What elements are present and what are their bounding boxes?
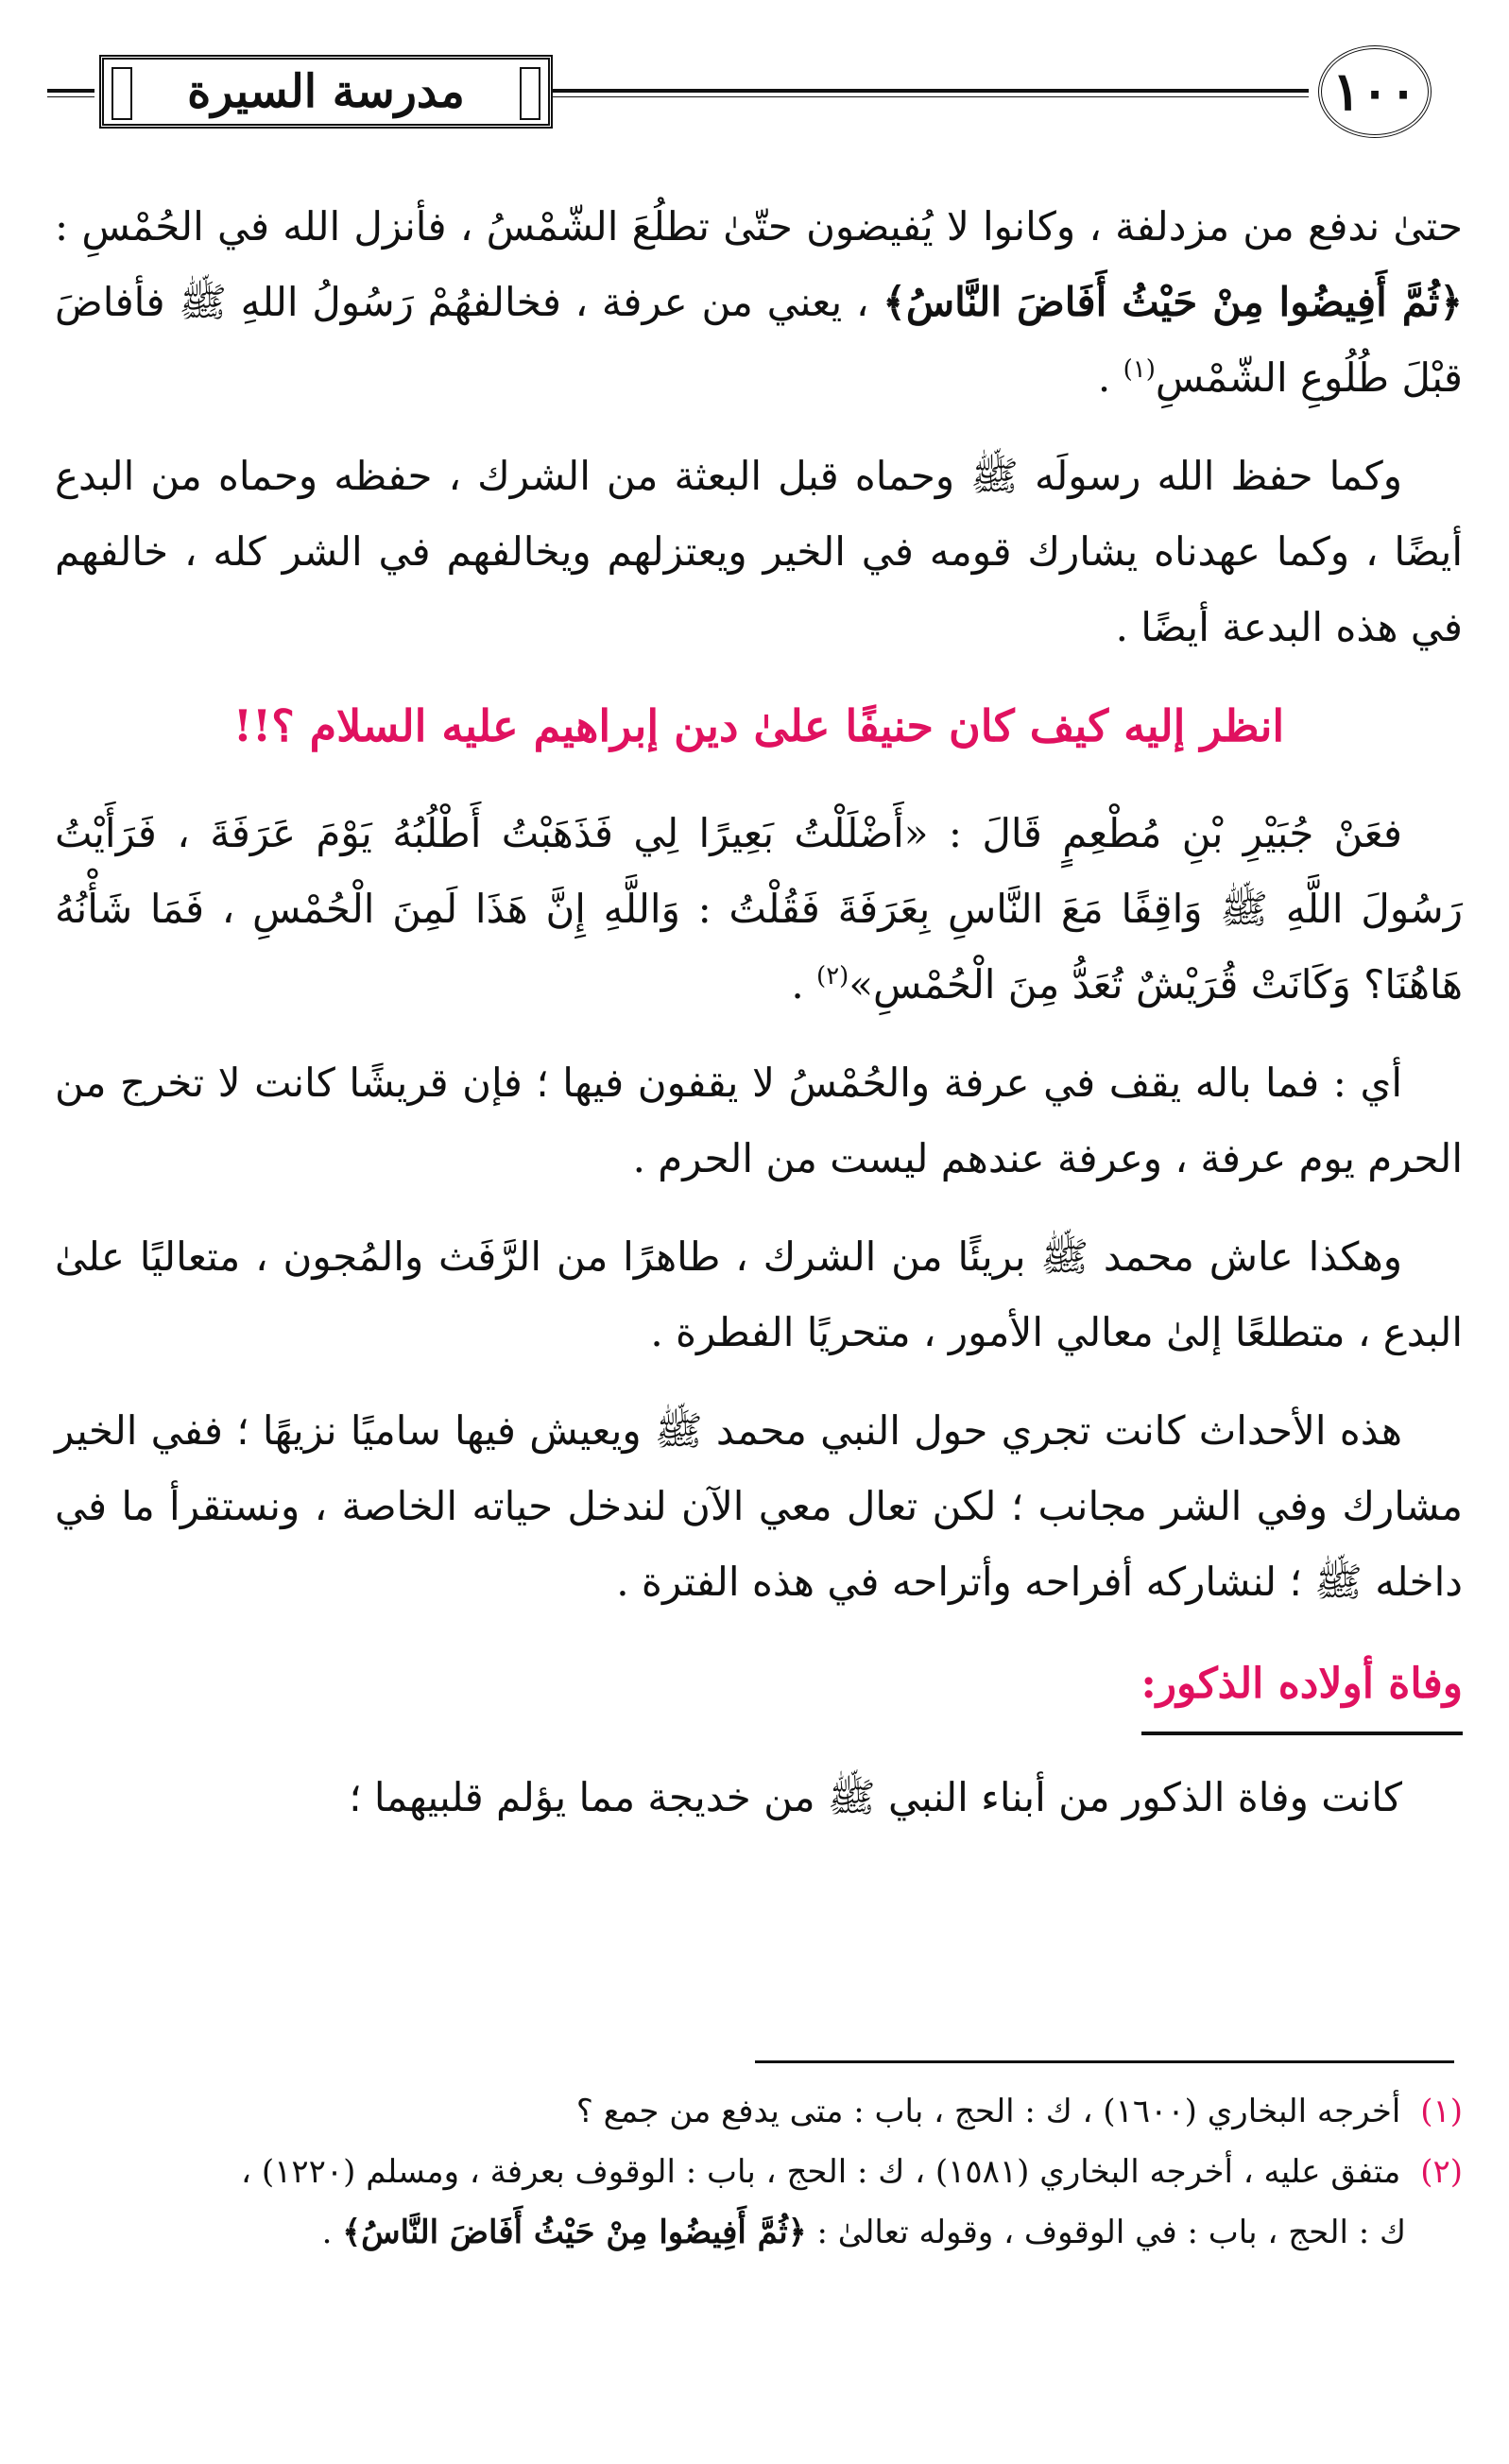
footnote-2-end: .	[321, 2214, 333, 2251]
footnote-2-quran: ﴿ثُمَّ أَفِيضُوا مِنْ حَيْثُ أَفَاضَ النَّاسُ﴾	[342, 2214, 807, 2251]
footnote-1	[55, 2084, 1463, 2139]
page-body	[55, 189, 1463, 1858]
subsection-heading: وفاة أولاده الذكور:	[1141, 1646, 1463, 1735]
footnote-2-number: (٢)	[1420, 2153, 1463, 2191]
book-title: مدرسة السيرة	[99, 55, 553, 129]
footnote-2-text: متفق عليه ، أخرجه البخاري (١٥٨١) ، ك : الحج ، باب : الوقوف بعرفة ، ومسلم (١٢٢٠) ،	[241, 2153, 1401, 2191]
paragraph-1-end: .	[1097, 354, 1111, 401]
footnote-2-continued	[55, 2205, 1463, 2260]
footnote-ref-2[interactable]: (٢)	[816, 962, 849, 991]
paragraph-2: وكما حفظ الله رسولَه ﷺ وحماه قبل البعثة من الشرك ، حفظه وحماه من البدع أيضًا ، وكما عهدناه يشارك قومه في الخير ويعتزلهم ويخالفهم في الشر كله ، خالفهم في هذه البدعة أيضًا .	[55, 453, 1463, 650]
page-number: ١٠٠	[1318, 45, 1432, 138]
footnote-1-number: (١)	[1420, 2093, 1463, 2130]
footnote-2-cont-text: ك : الحج ، باب : في الوقوف ، وقوله تعالىٰ :	[816, 2214, 1406, 2251]
quran-verse: ﴿ثُمَّ أَفِيضُوا مِنْ حَيْثُ أَفَاضَ النَّاسُ﴾	[883, 279, 1463, 325]
section-heading: انظر إليه كيف كان حنيفًا علىٰ دين إبراهيم عليه السلام ؟!!	[232, 700, 1285, 751]
paragraph-3	[55, 796, 1463, 1023]
paragraph-1	[55, 189, 1463, 416]
paragraph-1-text: حتىٰ ندفع من مزدلفة ، وكانوا لا يُفيضون حتّىٰ تطلُعَ الشّمْسُ ، فأنزل الله في الحُمْسِ :	[55, 203, 1463, 250]
footnote-ref-1[interactable]: (١)	[1123, 355, 1156, 384]
paragraph-7: كانت وفاة الذكور من أبناء النبي ﷺ من خديجة مما يؤلم قلبيهما ؛	[349, 1774, 1402, 1820]
paragraph-3-end: .	[791, 961, 804, 1008]
hadith-text: فعَنْ جُبَيْرِ بْنِ مُطْعِمٍ قَالَ : «أَضْلَلْتُ بَعِيرًا لِي فَذَهَبْتُ أَطْلُبُهُ يَوْمَ عَرَفَةَ ، فَرَأَيْتُ رَسُولَ اللَّهِ ﷺ وَاقِفًا مَعَ النَّاسِ بِعَرَفَةَ فَقُلْتُ : وَاللَّهِ إِنَّ هَذَا لَمِنَ الْحُمْسِ ، فَمَا شَأْنُهُ هَاهُنَا؟ وَكَانَتْ قُرَيْشٌ تُعَدُّ مِنَ الْحُمْسِ»	[55, 810, 1463, 1008]
footnotes	[55, 2084, 1463, 2266]
footnote-1-text: أخرجه البخاري (١٦٠٠) ، ك : الحج ، باب : متى يدفع من جمع ؟	[575, 2093, 1401, 2130]
paragraph-6: هذه الأحداث كانت تجري حول النبي محمد ﷺ ويعيش فيها ساميًا نزيهًا ؛ ففي الخير مشارك وفي الشر مجانب ؛ لكن تعال معي الآن لندخل حياته الخاصة ، ونستقرأ ما في داخله ﷺ ؛ لنشاركه أفراحه وأتراحه في هذه الفترة .	[55, 1407, 1463, 1605]
paragraph-5: وهكذا عاش محمد ﷺ بريئًا من الشرك ، طاهرًا من الرَّفَث والمُجون ، متعاليًا علىٰ البدع ، متطلعًا إلىٰ معالي الأمور ، متحريًا الفطرة .	[55, 1233, 1463, 1355]
footnote-divider	[755, 2060, 1454, 2063]
header-rule	[553, 89, 1309, 97]
page-header	[47, 45, 1460, 140]
paragraph-1-continued: ، يعني من عرفة ، فخالفهُمْ رَسُولُ اللهِ ﷺ فأفاضَ قبْلَ طُلُوعِ الشّمْسِ	[55, 279, 1463, 401]
footnote-2	[55, 2145, 1463, 2199]
paragraph-4: أي : فما باله يقف في عرفة والحُمْسُ لا يقفون فيها ؛ فإن قريشًا كانت لا تخرج من الحرم يوم عرفة ، وعرفة عندهم ليست من الحرم .	[55, 1060, 1463, 1181]
header-rule-left	[47, 89, 94, 97]
